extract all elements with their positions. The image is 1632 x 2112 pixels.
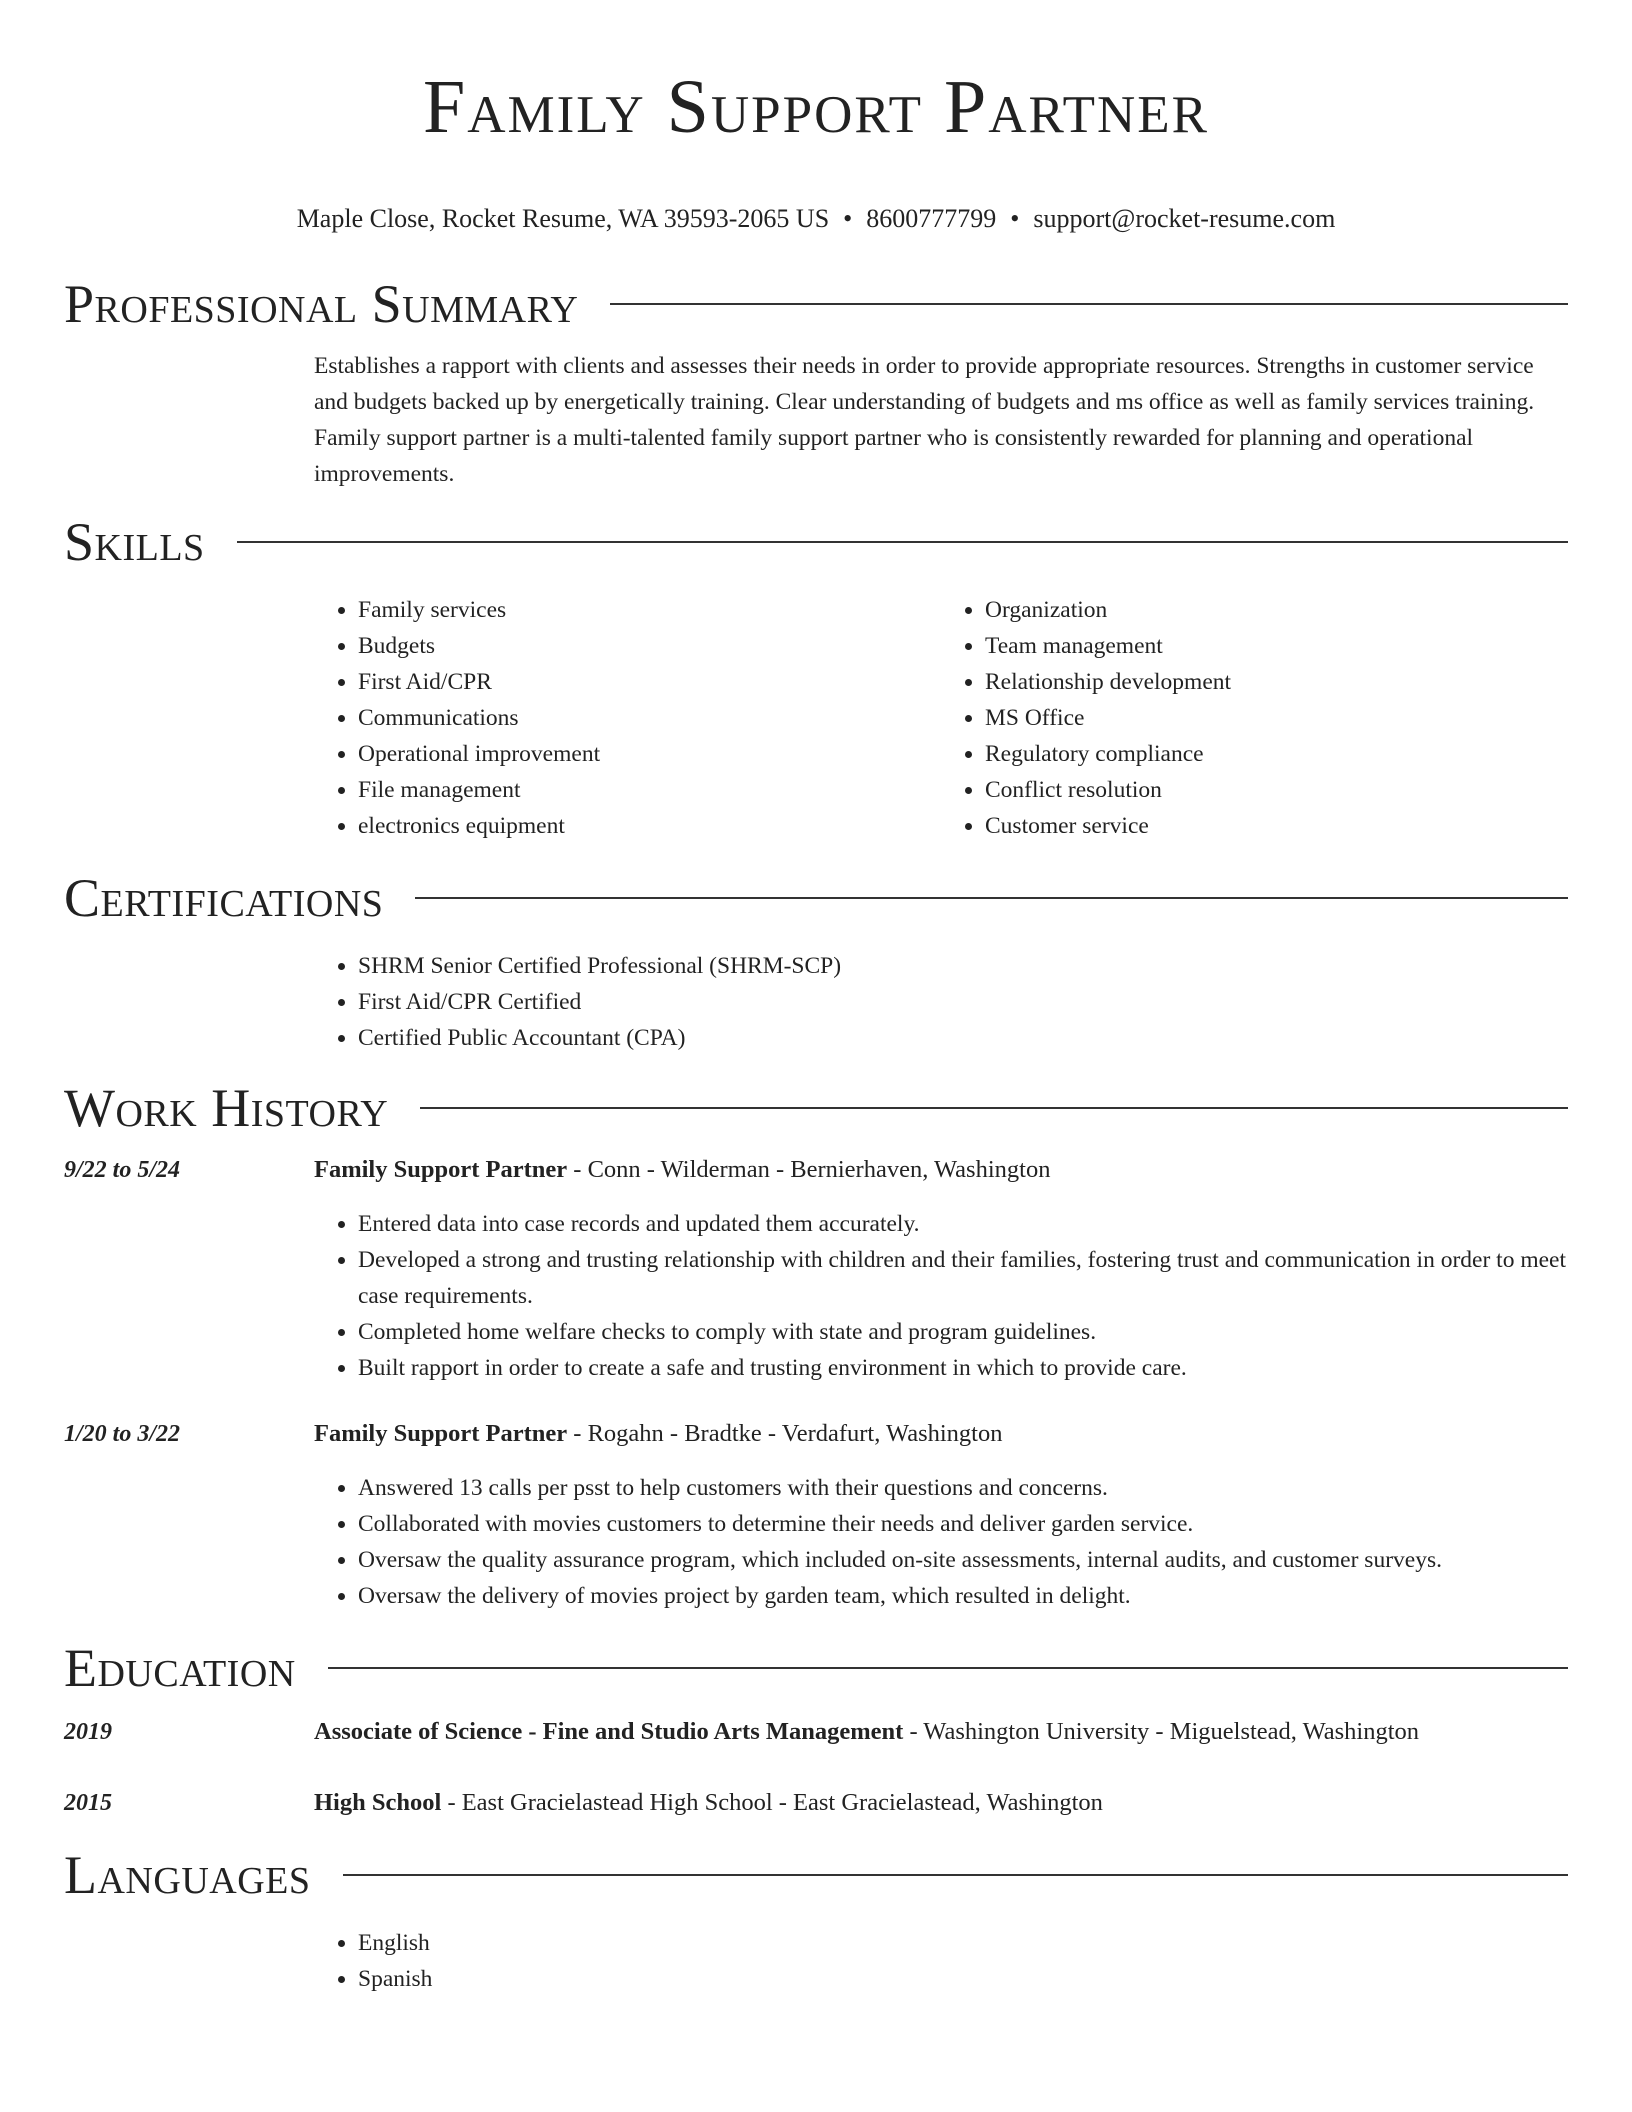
education-line [314,1714,1568,1750]
education-entry [64,1785,1568,1821]
skill-item: • electronics equipment [358,808,941,844]
duty-item: • Completed home welfare checks to comply with state and program guidelines. [358,1314,1568,1350]
skills-list-left [314,592,941,844]
duty-item: • Answered 13 calls per psst to help customers with their questions and concerns. [358,1470,1568,1506]
skill-item: • File management [358,772,941,808]
summary-content [314,348,1568,492]
languages-section [64,1845,1568,1997]
job-header [64,1416,1568,1452]
languages-list [314,1925,1568,1997]
section-header [64,1638,1568,1698]
skill-item: • Family services [358,592,941,628]
skill-item: • Customer service [985,808,1568,844]
skill-item: • Team management [985,628,1568,664]
education-line [314,1785,1568,1821]
certifications-content [314,948,1568,1056]
separator-dot: • [1010,204,1020,233]
education-school: - East Gracielastead High School - East Gracielastead, Washington [441,1789,1103,1816]
skill-item: • First Aid/CPR [358,664,941,700]
email: support@rocket-resume.com [1033,204,1336,233]
summary-text: Establishes a rapport with clients and assesses their needs in order to provide appropriate resources. Strengths in customer service and budgets backed up by energetically training. Clear understanding of budgets and ms office as well as family services training. Family support partner is a multi-talented family support partner who is consistently rewarded for planning and operational improvements. [314,353,1535,487]
section-divider [420,1107,1568,1109]
summary-section [64,274,1568,492]
language-item: • English [358,1925,1568,1961]
skill-item: • Organization [985,592,1568,628]
section-header [64,512,1568,572]
skill-item: • Budgets [358,628,941,664]
duty-item: • Oversaw the quality assurance program, which included on-site assessments, internal audits, and customer surveys. [358,1542,1568,1578]
phone: 8600777799 [866,204,997,233]
section-title: Skills [64,512,205,572]
certifications-list [314,948,1568,1056]
section-title: Languages [64,1845,311,1905]
languages-content [314,1925,1568,1997]
section-title: Certifications [64,868,384,928]
contact-line [0,204,1632,234]
duty-item: • Built rapport in order to create a safe and trusting environment in which to provide care. [358,1350,1568,1386]
section-header [64,1078,1568,1138]
certification-item: • First Aid/CPR Certified [358,984,1568,1020]
job-header [64,1152,1568,1188]
section-divider [343,1874,1569,1876]
job-employer: - Conn - Wilderman - Bernierhaven, Washington [567,1156,1051,1183]
section-title: Professional Summary [64,274,579,334]
section-header [64,1845,1568,1905]
job-dates: 1/20 to 3/22 [64,1421,181,1447]
section-title: Work History [64,1078,389,1138]
duty-item: • Developed a strong and trusting relationship with children and their families, fostering trust and communication in order to meet case requirements. [358,1242,1568,1314]
section-title: Education [64,1638,296,1698]
address: Maple Close, Rocket Resume, WA 39593-2065 US [296,204,830,233]
job-dates: 9/22 to 5/24 [64,1157,181,1183]
skill-item: • Operational improvement [358,736,941,772]
skill-item: • MS Office [985,700,1568,736]
section-divider [415,897,1568,899]
job-duties [314,1206,1568,1386]
section-divider [328,1667,1568,1669]
duty-item: • Entered data into case records and updated them accurately. [358,1206,1568,1242]
work-history-section [64,1078,1568,1614]
duty-item: • Collaborated with movies customers to determine their needs and deliver garden service. [358,1506,1568,1542]
job-duties-list [314,1470,1568,1614]
job-duties-list [314,1206,1568,1386]
job-role: Family Support Partner [314,1420,568,1447]
job-duties [314,1470,1568,1614]
section-header [64,274,1568,334]
separator-dot: • [843,204,853,233]
certifications-section [64,868,1568,1056]
education-school: - Washington University - Miguelstead, Washington [903,1718,1420,1745]
education-section [64,1638,1568,1821]
skills-list-right [941,592,1568,844]
skill-item: • Relationship development [985,664,1568,700]
education-degree: Associate of Science - Fine and Studio Arts Management [314,1718,904,1745]
language-item: • Spanish [358,1961,1568,1997]
job-title-line [314,1152,1568,1188]
job-entry [64,1416,1568,1614]
skills-section [64,512,1568,844]
job-title-line [314,1416,1568,1452]
section-header [64,868,1568,928]
job-employer: - Rogahn - Bradtke - Verdafurt, Washington [567,1420,1003,1447]
job-entry [64,1152,1568,1386]
education-entry [64,1714,1568,1750]
skills-columns [314,592,1568,844]
job-role: Family Support Partner [314,1156,568,1183]
skill-item: • Regulatory compliance [985,736,1568,772]
education-degree: High School [314,1789,442,1816]
skill-item: • Conflict resolution [985,772,1568,808]
education-year: 2019 [64,1719,112,1745]
resume-name: Family Support Partner [422,65,1210,149]
skill-item: • Communications [358,700,941,736]
certification-item: • Certified Public Accountant (CPA) [358,1020,1568,1056]
certification-item: • SHRM Senior Certified Professional (SHRM-SCP) [358,948,1568,984]
section-divider [237,541,1568,543]
section-divider [610,303,1568,305]
education-year: 2015 [64,1790,112,1816]
duty-item: • Oversaw the delivery of movies project by garden team, which resulted in delight. [358,1578,1568,1614]
